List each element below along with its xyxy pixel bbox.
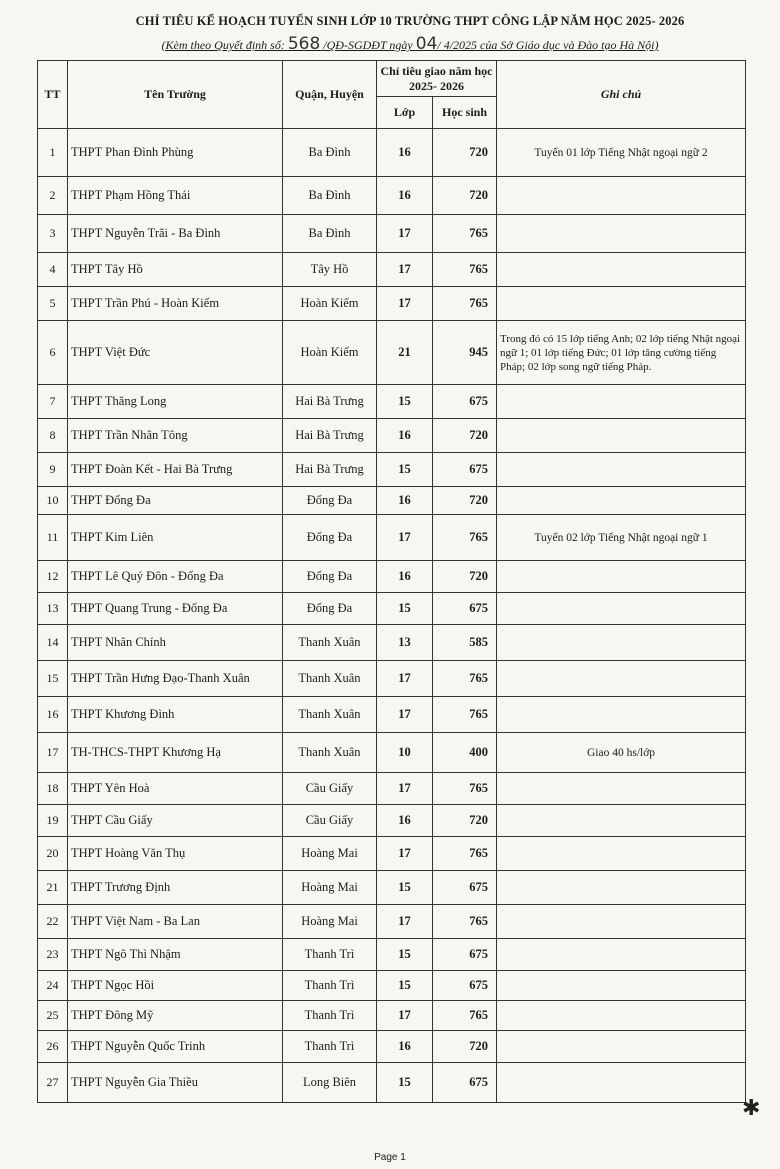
row-note — [497, 215, 746, 253]
row-tt: 17 — [38, 733, 68, 773]
row-classes: 16 — [377, 129, 433, 177]
row-district: Long Biên — [283, 1063, 377, 1103]
row-classes: 17 — [377, 661, 433, 697]
row-school-name: THPT Tây Hồ — [68, 253, 283, 287]
table-row — [38, 971, 746, 1001]
row-students: 765 — [433, 253, 497, 287]
row-tt: 4 — [38, 253, 68, 287]
row-students: 765 — [433, 287, 497, 321]
row-note: Tuyển 02 lớp Tiếng Nhật ngoại ngữ 1 — [497, 515, 746, 561]
row-classes: 16 — [377, 419, 433, 453]
row-students: 720 — [433, 561, 497, 593]
row-district: Thanh Trì — [283, 1001, 377, 1031]
header-school-name: Tên Trường — [68, 61, 283, 129]
table-row — [38, 625, 746, 661]
row-classes: 15 — [377, 453, 433, 487]
row-district: Cầu Giấy — [283, 773, 377, 805]
row-students: 675 — [433, 1063, 497, 1103]
table-row — [38, 871, 746, 905]
row-note — [497, 593, 746, 625]
row-tt: 2 — [38, 177, 68, 215]
table-row — [38, 939, 746, 971]
row-tt: 5 — [38, 287, 68, 321]
row-classes: 13 — [377, 625, 433, 661]
table-row — [38, 487, 746, 515]
row-school-name: THPT Nguyễn Gia Thiều — [68, 1063, 283, 1103]
row-students: 675 — [433, 939, 497, 971]
table-body — [38, 129, 746, 1103]
row-school-name: THPT Đông Mỹ — [68, 1001, 283, 1031]
row-school-name: THPT Phạm Hồng Thái — [68, 177, 283, 215]
row-tt: 10 — [38, 487, 68, 515]
row-tt: 21 — [38, 871, 68, 905]
row-district: Hoàn Kiếm — [283, 287, 377, 321]
row-district: Đống Đa — [283, 487, 377, 515]
row-school-name: THPT Nguyễn Trãi - Ba Đình — [68, 215, 283, 253]
row-district: Hoàng Mai — [283, 871, 377, 905]
row-district: Đống Đa — [283, 561, 377, 593]
row-tt: 12 — [38, 561, 68, 593]
header-classes: Lớp — [377, 97, 433, 129]
header-note: Ghi chú — [497, 61, 746, 129]
row-tt: 14 — [38, 625, 68, 661]
table-row — [38, 661, 746, 697]
row-school-name: THPT Phan Đình Phùng — [68, 129, 283, 177]
table-row — [38, 561, 746, 593]
row-school-name: THPT Ngọc Hồi — [68, 971, 283, 1001]
row-classes: 15 — [377, 871, 433, 905]
row-district: Thanh Trì — [283, 971, 377, 1001]
row-students: 765 — [433, 773, 497, 805]
row-students: 765 — [433, 697, 497, 733]
row-school-name: THPT Trần Phú - Hoàn Kiếm — [68, 287, 283, 321]
row-tt: 25 — [38, 1001, 68, 1031]
table-row — [38, 253, 746, 287]
row-note — [497, 871, 746, 905]
table-row — [38, 453, 746, 487]
row-students: 675 — [433, 453, 497, 487]
row-students: 675 — [433, 593, 497, 625]
row-tt: 1 — [38, 129, 68, 177]
row-classes: 16 — [377, 561, 433, 593]
row-note — [497, 805, 746, 837]
row-students: 675 — [433, 385, 497, 419]
table-row — [38, 177, 746, 215]
row-note — [497, 905, 746, 939]
row-students: 585 — [433, 625, 497, 661]
table-row — [38, 805, 746, 837]
row-tt: 9 — [38, 453, 68, 487]
row-district: Tây Hồ — [283, 253, 377, 287]
row-students: 720 — [433, 419, 497, 453]
row-district: Đống Đa — [283, 593, 377, 625]
row-note — [497, 177, 746, 215]
row-district: Thanh Trì — [283, 939, 377, 971]
row-school-name: THPT Trần Hưng Đạo-Thanh Xuân — [68, 661, 283, 697]
subtitle-part-2: /QĐ-SGDĐT ngày — [320, 38, 416, 52]
row-note — [497, 253, 746, 287]
row-classes: 15 — [377, 385, 433, 419]
row-classes: 15 — [377, 939, 433, 971]
row-classes: 16 — [377, 1031, 433, 1063]
row-note — [497, 939, 746, 971]
row-tt: 22 — [38, 905, 68, 939]
row-note — [497, 419, 746, 453]
header-target: Chỉ tiêu giao năm học 2025- 2026 — [377, 61, 497, 97]
row-classes: 21 — [377, 321, 433, 385]
row-note — [497, 385, 746, 419]
row-classes: 17 — [377, 253, 433, 287]
row-classes: 17 — [377, 773, 433, 805]
row-note — [497, 697, 746, 733]
page-footer: Page 1 — [374, 1152, 406, 1163]
row-students: 765 — [433, 515, 497, 561]
row-note — [497, 1063, 746, 1103]
row-note: Giao 40 hs/lớp — [497, 733, 746, 773]
row-classes: 15 — [377, 971, 433, 1001]
row-tt: 8 — [38, 419, 68, 453]
row-students: 720 — [433, 1031, 497, 1063]
row-district: Ba Đình — [283, 177, 377, 215]
row-students: 765 — [433, 215, 497, 253]
signature-mark: ✱ — [742, 1096, 761, 1121]
row-school-name: THPT Lê Quý Đôn - Đống Đa — [68, 561, 283, 593]
row-students: 720 — [433, 129, 497, 177]
table-row — [38, 733, 746, 773]
row-note — [497, 1031, 746, 1063]
row-district: Ba Đình — [283, 129, 377, 177]
table-row — [38, 515, 746, 561]
row-classes: 17 — [377, 697, 433, 733]
row-school-name: THPT Yên Hoà — [68, 773, 283, 805]
row-district: Hoàng Mai — [283, 905, 377, 939]
row-tt: 24 — [38, 971, 68, 1001]
row-note — [497, 453, 746, 487]
row-tt: 23 — [38, 939, 68, 971]
row-district: Thanh Xuân — [283, 661, 377, 697]
row-tt: 26 — [38, 1031, 68, 1063]
row-district: Hai Bà Trưng — [283, 419, 377, 453]
row-classes: 17 — [377, 905, 433, 939]
row-district: Thanh Xuân — [283, 697, 377, 733]
row-classes: 17 — [377, 837, 433, 871]
row-note — [497, 661, 746, 697]
row-school-name: THPT Trương Định — [68, 871, 283, 905]
row-students: 765 — [433, 905, 497, 939]
table-row — [38, 1031, 746, 1063]
row-school-name: THPT Đống Đa — [68, 487, 283, 515]
row-classes: 16 — [377, 487, 433, 515]
row-tt: 19 — [38, 805, 68, 837]
table-row — [38, 1063, 746, 1103]
row-school-name: THPT Việt Đức — [68, 321, 283, 385]
decision-day: 04 — [415, 34, 438, 54]
row-classes: 15 — [377, 1063, 433, 1103]
row-note — [497, 487, 746, 515]
row-district: Hoàn Kiếm — [283, 321, 377, 385]
row-school-name: THPT Quang Trung - Đống Đa — [68, 593, 283, 625]
row-students: 720 — [433, 805, 497, 837]
header-tt: TT — [38, 61, 68, 129]
header-students: Học sinh — [433, 97, 497, 129]
table-row — [38, 1001, 746, 1031]
table-row — [38, 419, 746, 453]
row-district: Cầu Giấy — [283, 805, 377, 837]
row-note: Tuyển 01 lớp Tiếng Nhật ngoại ngữ 2 — [497, 129, 746, 177]
row-note — [497, 837, 746, 871]
row-note — [497, 773, 746, 805]
row-students: 720 — [433, 177, 497, 215]
row-students: 720 — [433, 487, 497, 515]
row-school-name: THPT Đoàn Kết - Hai Bà Trưng — [68, 453, 283, 487]
row-district: Thanh Xuân — [283, 625, 377, 661]
table-row — [38, 287, 746, 321]
row-tt: 7 — [38, 385, 68, 419]
row-tt: 3 — [38, 215, 68, 253]
row-district: Hoàng Mai — [283, 837, 377, 871]
decision-number: 568 — [287, 34, 321, 54]
row-note — [497, 561, 746, 593]
row-school-name: TH-THCS-THPT Khương Hạ — [68, 733, 283, 773]
row-classes: 16 — [377, 177, 433, 215]
row-tt: 20 — [38, 837, 68, 871]
row-school-name: THPT Nguyễn Quốc Trinh — [68, 1031, 283, 1063]
row-classes: 17 — [377, 1001, 433, 1031]
row-classes: 17 — [377, 515, 433, 561]
header-district: Quận, Huyện — [283, 61, 377, 129]
row-students: 400 — [433, 733, 497, 773]
row-school-name: THPT Kim Liên — [68, 515, 283, 561]
row-classes: 17 — [377, 215, 433, 253]
subtitle-part-3: / 4/2025 của Sở Giáo dục và Đào tạo Hà Nội) — [437, 38, 659, 52]
row-tt: 27 — [38, 1063, 68, 1103]
row-tt: 18 — [38, 773, 68, 805]
row-students: 675 — [433, 871, 497, 905]
row-tt: 11 — [38, 515, 68, 561]
table-row — [38, 905, 746, 939]
row-tt: 13 — [38, 593, 68, 625]
row-school-name: THPT Thăng Long — [68, 385, 283, 419]
table-row — [38, 215, 746, 253]
table-row — [38, 773, 746, 805]
row-note: Trong đó có 15 lớp tiếng Anh; 02 lớp tiếng Nhật ngoại ngữ 1; 01 lớp tiếng Đức; 01 lớp tăng cường tiếng Pháp; 02 lớp song ngữ tiếng Pháp. — [497, 321, 746, 385]
enrollment-table — [37, 60, 746, 1103]
row-note — [497, 625, 746, 661]
row-district: Đống Đa — [283, 515, 377, 561]
table-row — [38, 697, 746, 733]
table-row — [38, 593, 746, 625]
row-tt: 15 — [38, 661, 68, 697]
row-note — [497, 1001, 746, 1031]
row-school-name: THPT Cầu Giấy — [68, 805, 283, 837]
row-school-name: THPT Khương Đình — [68, 697, 283, 733]
row-district: Ba Đình — [283, 215, 377, 253]
row-classes: 15 — [377, 593, 433, 625]
row-district: Thanh Trì — [283, 1031, 377, 1063]
row-students: 765 — [433, 661, 497, 697]
row-students: 765 — [433, 837, 497, 871]
table-row — [38, 129, 746, 177]
subtitle-part-1: (Kèm theo Quyết định số: — [161, 38, 288, 52]
row-district: Hai Bà Trưng — [283, 453, 377, 487]
row-school-name: THPT Nhân Chính — [68, 625, 283, 661]
row-district: Thanh Xuân — [283, 733, 377, 773]
row-tt: 6 — [38, 321, 68, 385]
document-title: CHỈ TIÊU KẾ HOẠCH TUYỂN SINH LỚP 10 TRƯỜNG THPT CÔNG LẬP NĂM HỌC 2025- 2026 — [135, 14, 685, 28]
row-students: 675 — [433, 971, 497, 1001]
row-note — [497, 287, 746, 321]
row-school-name: THPT Ngô Thì Nhậm — [68, 939, 283, 971]
row-students: 945 — [433, 321, 497, 385]
row-note — [497, 971, 746, 1001]
row-classes: 17 — [377, 287, 433, 321]
document-subtitle — [60, 34, 760, 54]
row-students: 765 — [433, 1001, 497, 1031]
table-row — [38, 837, 746, 871]
row-classes: 10 — [377, 733, 433, 773]
row-school-name: THPT Trần Nhân Tông — [68, 419, 283, 453]
row-classes: 16 — [377, 805, 433, 837]
row-school-name: THPT Hoàng Văn Thụ — [68, 837, 283, 871]
table-row — [38, 385, 746, 419]
row-school-name: THPT Việt Nam - Ba Lan — [68, 905, 283, 939]
row-district: Hai Bà Trưng — [283, 385, 377, 419]
table-row — [38, 321, 746, 385]
row-tt: 16 — [38, 697, 68, 733]
